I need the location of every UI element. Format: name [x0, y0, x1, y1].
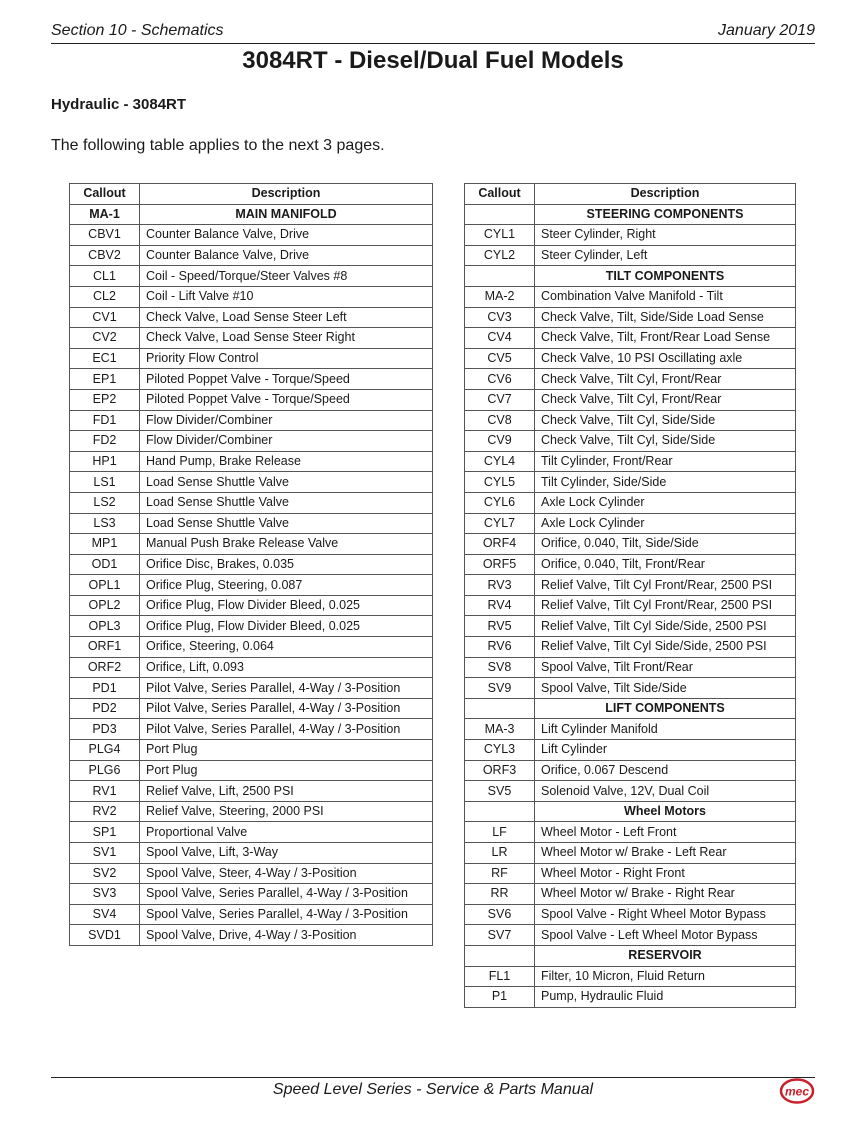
description-cell: Orifice, Steering, 0.064 — [140, 637, 433, 658]
callout-cell: LS2 — [70, 492, 140, 513]
callout-cell: EP1 — [70, 369, 140, 390]
table-row — [465, 781, 796, 802]
callout-cell: SV7 — [465, 925, 535, 946]
table-row — [70, 616, 433, 637]
callout-cell: ORF3 — [465, 760, 535, 781]
description-cell: Hand Pump, Brake Release — [140, 451, 433, 472]
description-cell: Lift Cylinder Manifold — [535, 719, 796, 740]
table-row — [70, 451, 433, 472]
description-cell: Spool Valve, Lift, 3-Way — [140, 843, 433, 864]
table-row — [465, 307, 796, 328]
description-cell: Manual Push Brake Release Valve — [140, 534, 433, 555]
callout-cell: SV4 — [70, 904, 140, 925]
callout-cell: PD1 — [70, 678, 140, 699]
page-title: 3084RT - Diesel/Dual Fuel Models — [242, 47, 624, 74]
callout-cell: RV6 — [465, 637, 535, 658]
callout-cell: CYL5 — [465, 472, 535, 493]
callout-cell: CYL7 — [465, 513, 535, 534]
description-cell: Spool Valve, Series Parallel, 4-Way / 3-Position — [140, 904, 433, 925]
description-cell: STEERING COMPONENTS — [535, 204, 796, 225]
description-cell: Check Valve, Load Sense Steer Right — [140, 328, 433, 349]
table-row — [70, 657, 433, 678]
table-row — [465, 595, 796, 616]
description-cell: Pilot Valve, Series Parallel, 4-Way / 3-Position — [140, 719, 433, 740]
description-cell: Counter Balance Valve, Drive — [140, 245, 433, 266]
description-cell: Spool Valve, Tilt Side/Side — [535, 678, 796, 699]
intro-text: The following table applies to the next 3 pages. — [51, 137, 385, 154]
table-row — [465, 719, 796, 740]
description-cell: Counter Balance Valve, Drive — [140, 225, 433, 246]
table-row — [70, 904, 433, 925]
description-cell: Load Sense Shuttle Valve — [140, 492, 433, 513]
table-row — [70, 513, 433, 534]
table-row — [70, 225, 433, 246]
description-cell: Wheel Motor - Left Front — [535, 822, 796, 843]
description-cell: Wheel Motor w/ Brake - Left Rear — [535, 843, 796, 864]
table-row — [465, 740, 796, 761]
callout-cell: OPL2 — [70, 595, 140, 616]
callout-header: Callout — [70, 184, 140, 205]
description-cell: Spool Valve, Drive, 4-Way / 3-Position — [140, 925, 433, 946]
callout-cell: CV5 — [465, 348, 535, 369]
description-cell: Check Valve, Tilt Cyl, Front/Rear — [535, 389, 796, 410]
callout-cell: LS1 — [70, 472, 140, 493]
description-cell: Spool Valve, Steer, 4-Way / 3-Position — [140, 863, 433, 884]
description-cell: Proportional Valve — [140, 822, 433, 843]
description-cell: Port Plug — [140, 760, 433, 781]
callout-cell: CYL2 — [465, 245, 535, 266]
description-cell: Orifice, 0.040, Tilt, Front/Rear — [535, 554, 796, 575]
description-cell: Load Sense Shuttle Valve — [140, 472, 433, 493]
callout-cell: CBV1 — [70, 225, 140, 246]
section-row — [465, 266, 796, 287]
description-cell: Flow Divider/Combiner — [140, 431, 433, 452]
date-header: January 2019 — [718, 22, 815, 39]
description-cell: Steer Cylinder, Right — [535, 225, 796, 246]
table-row — [465, 966, 796, 987]
description-cell: Orifice Disc, Brakes, 0.035 — [140, 554, 433, 575]
description-cell: Axle Lock Cylinder — [535, 492, 796, 513]
section-row — [465, 204, 796, 225]
callout-cell: CV7 — [465, 389, 535, 410]
table-row — [70, 389, 433, 410]
table-row — [70, 863, 433, 884]
table-row — [465, 369, 796, 390]
callout-cell: CYL4 — [465, 451, 535, 472]
description-cell: Flow Divider/Combiner — [140, 410, 433, 431]
callout-cell: EP2 — [70, 389, 140, 410]
callout-cell: CYL1 — [465, 225, 535, 246]
description-cell: Orifice, 0.067 Descend — [535, 760, 796, 781]
description-cell: Lift Cylinder — [535, 740, 796, 761]
table-row — [70, 801, 433, 822]
table-row — [70, 266, 433, 287]
table-row — [70, 410, 433, 431]
table-row — [465, 451, 796, 472]
description-cell: Coil - Lift Valve #10 — [140, 286, 433, 307]
callout-cell: LF — [465, 822, 535, 843]
table-row — [465, 822, 796, 843]
table-row — [465, 410, 796, 431]
table-row — [465, 987, 796, 1008]
table-row — [70, 472, 433, 493]
description-cell: Check Valve, Tilt Cyl, Side/Side — [535, 431, 796, 452]
description-cell: Relief Valve, Tilt Cyl Front/Rear, 2500 PSI — [535, 575, 796, 596]
table-row — [465, 904, 796, 925]
table-header-row — [70, 184, 433, 205]
description-cell: RESERVOIR — [535, 945, 796, 966]
callout-cell: MA-2 — [465, 286, 535, 307]
description-cell: Relief Valve, Tilt Cyl Side/Side, 2500 PSI — [535, 616, 796, 637]
callout-cell: EC1 — [70, 348, 140, 369]
callout-cell: SV5 — [465, 781, 535, 802]
callout-cell: MA-1 — [70, 204, 140, 225]
callout-cell: CV9 — [465, 431, 535, 452]
manual-title: Speed Level Series - Service & Parts Manual — [272, 1081, 594, 1098]
table-row — [465, 225, 796, 246]
table-row — [465, 472, 796, 493]
callout-cell: RV4 — [465, 595, 535, 616]
callout-cell: SV3 — [70, 884, 140, 905]
table-row — [70, 286, 433, 307]
description-cell: Combination Valve Manifold - Tilt — [535, 286, 796, 307]
table-row — [70, 431, 433, 452]
callout-cell: FD2 — [70, 431, 140, 452]
description-cell: Orifice Plug, Flow Divider Bleed, 0.025 — [140, 595, 433, 616]
callout-cell: MP1 — [70, 534, 140, 555]
callout-cell: PLG4 — [70, 740, 140, 761]
section-row — [465, 945, 796, 966]
description-cell: Wheel Motor w/ Brake - Right Rear — [535, 884, 796, 905]
callout-cell: CYL3 — [465, 740, 535, 761]
section-header: Section 10 - Schematics — [51, 22, 224, 39]
table-row — [465, 925, 796, 946]
description-cell: Check Valve, Tilt, Front/Rear Load Sense — [535, 328, 796, 349]
table-row — [465, 534, 796, 555]
description-cell: Piloted Poppet Valve - Torque/Speed — [140, 389, 433, 410]
callout-cell: SV9 — [465, 678, 535, 699]
callout-cell — [465, 801, 535, 822]
callout-cell: P1 — [465, 987, 535, 1008]
description-cell: Pump, Hydraulic Fluid — [535, 987, 796, 1008]
description-cell: Spool Valve - Left Wheel Motor Bypass — [535, 925, 796, 946]
description-cell: Axle Lock Cylinder — [535, 513, 796, 534]
table-row — [465, 760, 796, 781]
table-row — [70, 925, 433, 946]
table-row — [70, 637, 433, 658]
description-cell: Tilt Cylinder, Front/Rear — [535, 451, 796, 472]
callout-cell: CV1 — [70, 307, 140, 328]
description-cell: Relief Valve, Steering, 2000 PSI — [140, 801, 433, 822]
description-header: Description — [140, 184, 433, 205]
table-row — [70, 554, 433, 575]
table-header-row — [465, 184, 796, 205]
section-row — [465, 698, 796, 719]
table-row — [70, 575, 433, 596]
table-row — [70, 595, 433, 616]
description-cell: Steer Cylinder, Left — [535, 245, 796, 266]
table-row — [465, 286, 796, 307]
callout-cell: CV4 — [465, 328, 535, 349]
table-row — [465, 657, 796, 678]
callout-cell: SV6 — [465, 904, 535, 925]
callout-cell: SV8 — [465, 657, 535, 678]
description-cell: Solenoid Valve, 12V, Dual Coil — [535, 781, 796, 802]
description-cell: Check Valve, 10 PSI Oscillating axle — [535, 348, 796, 369]
callout-cell — [465, 266, 535, 287]
section-row — [70, 204, 433, 225]
table-row — [70, 307, 433, 328]
description-cell: Load Sense Shuttle Valve — [140, 513, 433, 534]
callout-table-left — [69, 183, 433, 946]
table-row — [70, 760, 433, 781]
description-cell: Relief Valve, Lift, 2500 PSI — [140, 781, 433, 802]
section-row — [465, 801, 796, 822]
table-row — [70, 698, 433, 719]
callout-cell: ORF1 — [70, 637, 140, 658]
callout-cell: SV1 — [70, 843, 140, 864]
callout-cell: CL1 — [70, 266, 140, 287]
callout-cell: RF — [465, 863, 535, 884]
description-cell: MAIN MANIFOLD — [140, 204, 433, 225]
description-cell: Orifice Plug, Flow Divider Bleed, 0.025 — [140, 616, 433, 637]
description-cell: Spool Valve, Series Parallel, 4-Way / 3-Position — [140, 884, 433, 905]
callout-cell: CV2 — [70, 328, 140, 349]
callout-cell: LR — [465, 843, 535, 864]
callout-cell: PD3 — [70, 719, 140, 740]
callout-cell: CYL6 — [465, 492, 535, 513]
callout-cell: RV1 — [70, 781, 140, 802]
description-cell: Orifice, 0.040, Tilt, Side/Side — [535, 534, 796, 555]
table-row — [465, 492, 796, 513]
header-rule — [51, 43, 815, 44]
description-cell: Wheel Motor - Right Front — [535, 863, 796, 884]
description-cell: Spool Valve - Right Wheel Motor Bypass — [535, 904, 796, 925]
table-row — [70, 245, 433, 266]
callout-header: Callout — [465, 184, 535, 205]
callout-cell: PD2 — [70, 698, 140, 719]
description-cell: Wheel Motors — [535, 801, 796, 822]
table-row — [70, 822, 433, 843]
table-row — [465, 863, 796, 884]
description-cell: TILT COMPONENTS — [535, 266, 796, 287]
description-cell: Relief Valve, Tilt Cyl Front/Rear, 2500 PSI — [535, 595, 796, 616]
callout-cell: RR — [465, 884, 535, 905]
table-row — [465, 616, 796, 637]
table-row — [465, 843, 796, 864]
table-row — [465, 884, 796, 905]
description-cell: Port Plug — [140, 740, 433, 761]
description-cell: Filter, 10 Micron, Fluid Return — [535, 966, 796, 987]
description-cell: Check Valve, Tilt Cyl, Side/Side — [535, 410, 796, 431]
description-cell: Spool Valve, Tilt Front/Rear — [535, 657, 796, 678]
table-row — [465, 513, 796, 534]
callout-cell: SV2 — [70, 863, 140, 884]
section-subtitle: Hydraulic - 3084RT — [51, 96, 187, 113]
table-row — [70, 369, 433, 390]
callout-cell: FL1 — [465, 966, 535, 987]
table-row — [465, 431, 796, 452]
callout-cell: OPL3 — [70, 616, 140, 637]
table-row — [465, 637, 796, 658]
description-cell: Check Valve, Load Sense Steer Left — [140, 307, 433, 328]
callout-cell: PLG6 — [70, 760, 140, 781]
footer-rule — [51, 1077, 815, 1078]
description-cell: Tilt Cylinder, Side/Side — [535, 472, 796, 493]
callout-cell: ORF4 — [465, 534, 535, 555]
callout-cell: CV3 — [465, 307, 535, 328]
table-row — [465, 328, 796, 349]
description-cell: Pilot Valve, Series Parallel, 4-Way / 3-Position — [140, 678, 433, 699]
logo-text: mec — [784, 1084, 810, 1099]
callout-cell: CBV2 — [70, 245, 140, 266]
table-row — [465, 389, 796, 410]
table-row — [70, 719, 433, 740]
table-row — [70, 740, 433, 761]
table-row — [70, 884, 433, 905]
description-cell: Orifice, Lift, 0.093 — [140, 657, 433, 678]
description-cell: Coil - Speed/Torque/Steer Valves #8 — [140, 266, 433, 287]
description-cell: Relief Valve, Tilt Cyl Side/Side, 2500 PSI — [535, 637, 796, 658]
mec-logo — [779, 1077, 815, 1105]
callout-cell: HP1 — [70, 451, 140, 472]
callout-cell: CV6 — [465, 369, 535, 390]
callout-cell: FD1 — [70, 410, 140, 431]
callout-cell — [465, 698, 535, 719]
table-row — [465, 245, 796, 266]
table-row — [70, 781, 433, 802]
callout-cell: OPL1 — [70, 575, 140, 596]
table-row — [70, 328, 433, 349]
description-cell: Piloted Poppet Valve - Torque/Speed — [140, 369, 433, 390]
table-row — [70, 534, 433, 555]
description-cell: Orifice Plug, Steering, 0.087 — [140, 575, 433, 596]
table-row — [70, 678, 433, 699]
callout-cell: LS3 — [70, 513, 140, 534]
callout-cell: OD1 — [70, 554, 140, 575]
callout-cell: CL2 — [70, 286, 140, 307]
table-row — [465, 554, 796, 575]
description-cell: LIFT COMPONENTS — [535, 698, 796, 719]
callout-cell — [465, 204, 535, 225]
table-row — [70, 348, 433, 369]
description-cell: Priority Flow Control — [140, 348, 433, 369]
callout-cell: CV8 — [465, 410, 535, 431]
description-header: Description — [535, 184, 796, 205]
callout-cell: MA-3 — [465, 719, 535, 740]
description-cell: Pilot Valve, Series Parallel, 4-Way / 3-Position — [140, 698, 433, 719]
callout-cell: SP1 — [70, 822, 140, 843]
callout-cell — [465, 945, 535, 966]
table-row — [465, 575, 796, 596]
table-row — [70, 843, 433, 864]
description-cell: Check Valve, Tilt, Side/Side Load Sense — [535, 307, 796, 328]
callout-cell: RV3 — [465, 575, 535, 596]
callout-cell: ORF5 — [465, 554, 535, 575]
callout-table-right — [464, 183, 796, 1008]
table-row — [465, 348, 796, 369]
callout-cell: ORF2 — [70, 657, 140, 678]
callout-cell: RV2 — [70, 801, 140, 822]
description-cell: Check Valve, Tilt Cyl, Front/Rear — [535, 369, 796, 390]
table-row — [465, 678, 796, 699]
callout-cell: RV5 — [465, 616, 535, 637]
table-row — [70, 492, 433, 513]
callout-cell: SVD1 — [70, 925, 140, 946]
